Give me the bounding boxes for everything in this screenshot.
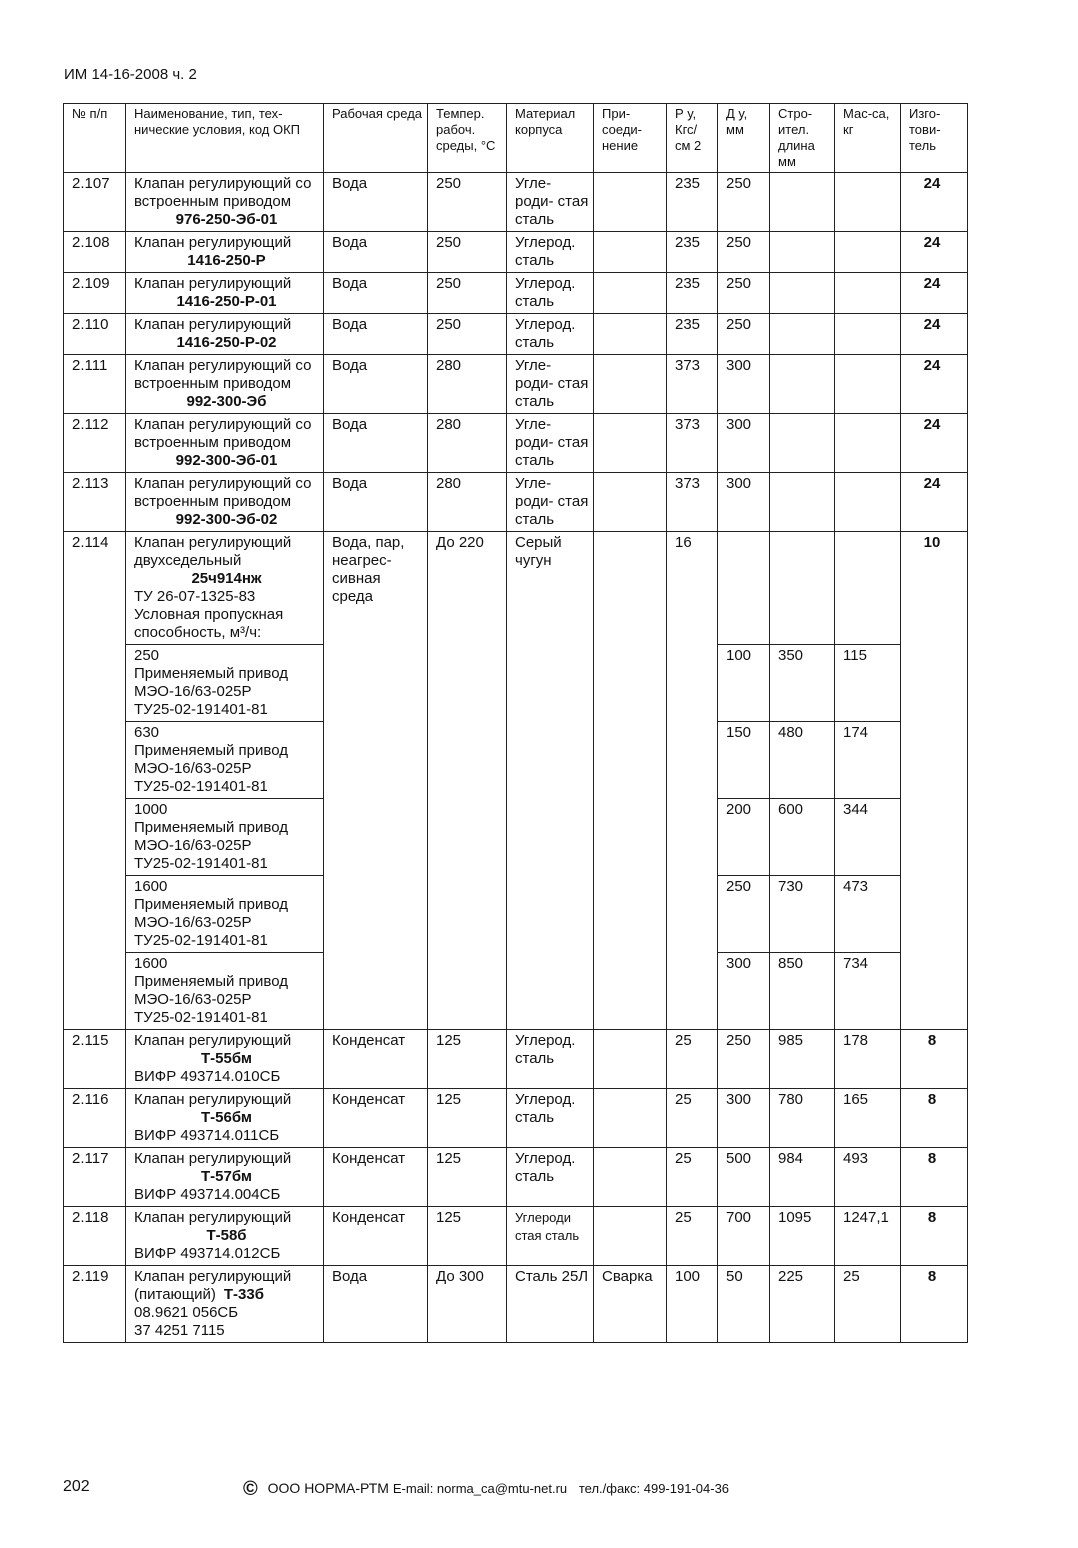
header-cell: Стро-ител. длина мм [770, 104, 835, 173]
valve-name [126, 1207, 324, 1266]
drawing-number: ВИФР 493714.012СБ [134, 1245, 281, 1262]
nominal-diameter: 250 [718, 232, 770, 273]
valve-name [126, 355, 324, 414]
nominal-diameter: 200 [718, 799, 770, 876]
length: 600 [770, 799, 835, 876]
capacity-label: Условная пропускная способность, м³/ч: [134, 606, 284, 641]
body-material: Углероди стая сталь [507, 1207, 594, 1266]
drive-model: МЭО-16/63-025Р [134, 760, 252, 777]
connection [594, 232, 667, 273]
table-body-114 [64, 532, 968, 1030]
manufacturer: 24 [901, 173, 968, 232]
phone: тел./факс: 499-191-04-36 [578, 1481, 730, 1496]
nominal-diameter: 300 [718, 1089, 770, 1148]
pressure: 235 [667, 273, 718, 314]
drive-spec: ТУ25-02-191401-81 [134, 855, 268, 872]
header-cell: Д у, мм [718, 104, 770, 173]
working-medium: Вода [324, 473, 428, 532]
nominal-diameter: 250 [718, 173, 770, 232]
row-number: 2.107 [64, 173, 126, 232]
valve-description: Клапан регулирующий [134, 316, 292, 333]
nominal-diameter: 250 [718, 1030, 770, 1089]
table-row [64, 232, 968, 273]
nominal-diameter: 250 [718, 273, 770, 314]
nominal-diameter [718, 532, 770, 645]
body-material: Углерод. сталь [507, 273, 594, 314]
drawing-number: ВИФР 493714.011СБ [134, 1127, 280, 1144]
row-number: 2.113 [64, 473, 126, 532]
length: 850 [770, 953, 835, 1030]
working-medium: Вода [324, 232, 428, 273]
row-number: 2.117 [64, 1148, 126, 1207]
body-material: Серый чугун [507, 532, 594, 1030]
pressure: 235 [667, 173, 718, 232]
connection [594, 1089, 667, 1148]
manufacturer: 8 [901, 1207, 968, 1266]
valve-description: Клапан регулирующий со встроенным приводом [134, 475, 312, 510]
temperature: 250 [428, 232, 507, 273]
working-medium: Вода [324, 273, 428, 314]
document-reference: ИМ 14-16-2008 ч. 2 [64, 66, 197, 83]
valve-name [126, 232, 324, 273]
length [770, 532, 835, 645]
nominal-diameter: 300 [718, 414, 770, 473]
nominal-diameter: 500 [718, 1148, 770, 1207]
pressure: 373 [667, 473, 718, 532]
working-medium: Вода [324, 173, 428, 232]
manufacturer: 8 [901, 1148, 968, 1207]
row-number: 2.116 [64, 1089, 126, 1148]
connection [594, 1207, 667, 1266]
capacity-value: 250 [134, 647, 160, 664]
table-header-row [64, 104, 968, 173]
valves-table [63, 103, 968, 1343]
table-row [64, 173, 968, 232]
valve-name [126, 1148, 324, 1207]
page-number: 202 [63, 1478, 90, 1495]
drawing-number: ВИФР 493714.004СБ [134, 1186, 281, 1203]
capacity-variant [126, 645, 324, 722]
valve-description: Клапан регулирующий со встроенным приводом [134, 416, 312, 451]
connection [594, 173, 667, 232]
working-medium: Конденсат [324, 1148, 428, 1207]
copyright-icon: © [243, 1478, 258, 1500]
valve-code: 1416-250-Р [187, 252, 266, 269]
mass [835, 314, 901, 355]
length: 1095 [770, 1207, 835, 1266]
drive-model: МЭО-16/63-025Р [134, 914, 252, 931]
table-body-end [64, 1030, 968, 1343]
temperature: 250 [428, 273, 507, 314]
valve-code: Т-55бм [200, 1050, 252, 1067]
valve-description: Клапан регулирующий [134, 234, 292, 251]
temperature: 280 [428, 414, 507, 473]
connection [594, 273, 667, 314]
drawing-number: 08.9621 056СБ [134, 1304, 239, 1321]
temperature: 280 [428, 473, 507, 532]
valve-description: Клапан регулирующий [134, 275, 292, 292]
mass: 25 [835, 1266, 901, 1343]
table-row [64, 314, 968, 355]
table-row [64, 1266, 968, 1343]
body-material: Угле- роди- стая сталь [507, 473, 594, 532]
okp-code: 37 4251 7115 [134, 1322, 225, 1339]
connection [594, 1030, 667, 1089]
header-cell: Материал корпуса [507, 104, 594, 173]
mass [835, 355, 901, 414]
valve-name [126, 473, 324, 532]
header-cell: № п/п [64, 104, 126, 173]
valve-code: 992-300-Эб-01 [175, 452, 278, 469]
capacity-value: 1600 [134, 878, 168, 895]
length [770, 473, 835, 532]
working-medium: Конденсат [324, 1030, 428, 1089]
temperature: 125 [428, 1148, 507, 1207]
drive-model: МЭО-16/63-025Р [134, 991, 252, 1008]
capacity-variant [126, 953, 324, 1030]
mass: 165 [835, 1089, 901, 1148]
valve-description: Клапан регулирующий [134, 1032, 292, 1049]
table-row [64, 1148, 968, 1207]
footer-contacts [243, 1478, 729, 1501]
valve-code: 976-250-Эб-01 [175, 211, 278, 228]
length [770, 314, 835, 355]
connection [594, 1148, 667, 1207]
valve-name [126, 1089, 324, 1148]
valve-code: Т-33б [223, 1286, 264, 1303]
pressure: 235 [667, 232, 718, 273]
temperature: 125 [428, 1030, 507, 1089]
valve-description-line [134, 1268, 319, 1304]
row-number: 2.111 [64, 355, 126, 414]
body-material: Углерод. сталь [507, 1030, 594, 1089]
mass [835, 173, 901, 232]
capacity-value: 630 [134, 724, 160, 741]
pressure: 25 [667, 1089, 718, 1148]
valve-name [126, 532, 324, 645]
capacity-variant [126, 799, 324, 876]
pressure: 373 [667, 355, 718, 414]
length: 780 [770, 1089, 835, 1148]
nominal-diameter: 100 [718, 645, 770, 722]
header-cell: Мас-са, кг [835, 104, 901, 173]
temperature: 125 [428, 1207, 507, 1266]
drive-label: Применяемый привод [134, 896, 288, 913]
valve-code: Т-58б [206, 1227, 247, 1244]
capacity-variant [126, 876, 324, 953]
table-row [64, 414, 968, 473]
temperature: 250 [428, 314, 507, 355]
pressure: 25 [667, 1148, 718, 1207]
length: 985 [770, 1030, 835, 1089]
header-cell: Р у, Кгс/ см 2 [667, 104, 718, 173]
row-number: 2.115 [64, 1030, 126, 1089]
connection [594, 473, 667, 532]
manufacturer: 24 [901, 355, 968, 414]
length [770, 232, 835, 273]
temperature: До 220 [428, 532, 507, 1030]
valve-code: Т-57бм [200, 1168, 252, 1185]
manufacturer: 24 [901, 473, 968, 532]
mass: 115 [835, 645, 901, 722]
valve-code: Т-56бм [200, 1109, 252, 1126]
drawing-number: ВИФР 493714.010СБ [134, 1068, 281, 1085]
valve-description: Клапан регулирующий (питающий) [134, 1268, 292, 1303]
valve-code: 992-300-Эб-02 [175, 511, 278, 528]
manufacturer: 24 [901, 232, 968, 273]
connection [594, 314, 667, 355]
body-material: Угле- роди- стая сталь [507, 355, 594, 414]
valve-code: 1416-250-Р-01 [176, 293, 277, 310]
row-number: 2.114 [64, 532, 126, 1030]
drive-model: МЭО-16/63-025Р [134, 683, 252, 700]
length: 225 [770, 1266, 835, 1343]
connection [594, 355, 667, 414]
drive-label: Применяемый привод [134, 665, 288, 682]
capacity-variant [126, 722, 324, 799]
drive-label: Применяемый привод [134, 742, 288, 759]
row-number: 2.119 [64, 1266, 126, 1343]
valve-description: Клапан регулирующий двухседельный [134, 534, 292, 569]
row-number: 2.109 [64, 273, 126, 314]
table-row [64, 273, 968, 314]
length [770, 173, 835, 232]
drive-label: Применяемый привод [134, 819, 288, 836]
table-row [64, 355, 968, 414]
valve-name [126, 314, 324, 355]
header-cell: При-соеди-нение [594, 104, 667, 173]
pressure: 235 [667, 314, 718, 355]
valve-name [126, 273, 324, 314]
working-medium: Конденсат [324, 1089, 428, 1148]
connection: Сварка [594, 1266, 667, 1343]
capacity-value: 1000 [134, 801, 168, 818]
mass: 1247,1 [835, 1207, 901, 1266]
temperature: 250 [428, 173, 507, 232]
mass: 344 [835, 799, 901, 876]
mass: 493 [835, 1148, 901, 1207]
nominal-diameter: 50 [718, 1266, 770, 1343]
pressure: 100 [667, 1266, 718, 1343]
mass [835, 414, 901, 473]
drive-spec: ТУ25-02-191401-81 [134, 701, 268, 718]
drive-label: Применяемый привод [134, 973, 288, 990]
header-cell: Рабочая среда [324, 104, 428, 173]
nominal-diameter: 250 [718, 876, 770, 953]
body-material: Угле- роди- стая сталь [507, 173, 594, 232]
valve-description: Клапан регулирующий со встроенным приводом [134, 357, 312, 392]
length: 350 [770, 645, 835, 722]
length: 480 [770, 722, 835, 799]
valve-name [126, 173, 324, 232]
nominal-diameter: 250 [718, 314, 770, 355]
header-cell: Изго-тови-тель [901, 104, 968, 173]
body-material: Углерод. сталь [507, 1089, 594, 1148]
working-medium: Вода [324, 355, 428, 414]
valve-description: Клапан регулирующий [134, 1209, 292, 1226]
mass: 473 [835, 876, 901, 953]
table-body [64, 173, 968, 532]
email: E-mail: norma_ca@mtu-net.ru [392, 1481, 568, 1496]
pressure: 16 [667, 532, 718, 1030]
length [770, 414, 835, 473]
valve-code: 1416-250-Р-02 [176, 334, 277, 351]
working-medium: Вода, пар, неагрес- сивная среда [324, 532, 428, 1030]
table-row [64, 473, 968, 532]
length [770, 355, 835, 414]
temperature: 280 [428, 355, 507, 414]
row-number: 2.118 [64, 1207, 126, 1266]
working-medium: Конденсат [324, 1207, 428, 1266]
working-medium: Вода [324, 414, 428, 473]
temperature: До 300 [428, 1266, 507, 1343]
working-medium: Вода [324, 1266, 428, 1343]
row-number: 2.110 [64, 314, 126, 355]
company-name: ООО НОРМА-РТМ [267, 1480, 389, 1496]
drive-spec: ТУ25-02-191401-81 [134, 778, 268, 795]
drive-spec: ТУ25-02-191401-81 [134, 932, 268, 949]
manufacturer: 24 [901, 314, 968, 355]
nominal-diameter: 700 [718, 1207, 770, 1266]
body-material: Сталь 25Л [507, 1266, 594, 1343]
capacity-value: 1600 [134, 955, 168, 972]
connection [594, 532, 667, 1030]
table-row [64, 1207, 968, 1266]
manufacturer: 8 [901, 1266, 968, 1343]
valve-description: Клапан регулирующий [134, 1091, 292, 1108]
pressure: 25 [667, 1207, 718, 1266]
pressure: 373 [667, 414, 718, 473]
connection [594, 414, 667, 473]
valve-code: 25ч914нж [191, 570, 262, 587]
nominal-diameter: 300 [718, 953, 770, 1030]
valve-description: Клапан регулирующий со встроенным приводом [134, 175, 312, 210]
mass: 174 [835, 722, 901, 799]
valve-code: 992-300-Эб [186, 393, 267, 410]
mass: 734 [835, 953, 901, 1030]
manufacturer: 8 [901, 1030, 968, 1089]
mass [835, 473, 901, 532]
manufacturer: 8 [901, 1089, 968, 1148]
drive-spec: ТУ25-02-191401-81 [134, 1009, 268, 1026]
mass [835, 532, 901, 645]
length [770, 273, 835, 314]
mass [835, 232, 901, 273]
row-number: 2.112 [64, 414, 126, 473]
temperature: 125 [428, 1089, 507, 1148]
header-cell: Наименование, тип, тех-нические условия, код ОКП [126, 104, 324, 173]
manufacturer: 24 [901, 414, 968, 473]
length: 730 [770, 876, 835, 953]
header-cell: Темпер. рабоч. среды, °С [428, 104, 507, 173]
table-row [64, 1030, 968, 1089]
body-material: Углерод. сталь [507, 232, 594, 273]
tech-spec: ТУ 26-07-1325-83 [134, 588, 256, 605]
length: 984 [770, 1148, 835, 1207]
working-medium: Вода [324, 314, 428, 355]
nominal-diameter: 150 [718, 722, 770, 799]
valve-name [126, 414, 324, 473]
mass: 178 [835, 1030, 901, 1089]
body-material: Угле- роди- стая сталь [507, 414, 594, 473]
valve-name [126, 1266, 324, 1343]
table-row [64, 1089, 968, 1148]
table-row [64, 532, 968, 645]
mass [835, 273, 901, 314]
pressure: 25 [667, 1030, 718, 1089]
drive-model: МЭО-16/63-025Р [134, 837, 252, 854]
body-material: Углерод. сталь [507, 1148, 594, 1207]
valve-name [126, 1030, 324, 1089]
body-material: Углерод. сталь [507, 314, 594, 355]
nominal-diameter: 300 [718, 473, 770, 532]
manufacturer: 10 [901, 532, 968, 1030]
nominal-diameter: 300 [718, 355, 770, 414]
manufacturer: 24 [901, 273, 968, 314]
valve-description: Клапан регулирующий [134, 1150, 292, 1167]
row-number: 2.108 [64, 232, 126, 273]
